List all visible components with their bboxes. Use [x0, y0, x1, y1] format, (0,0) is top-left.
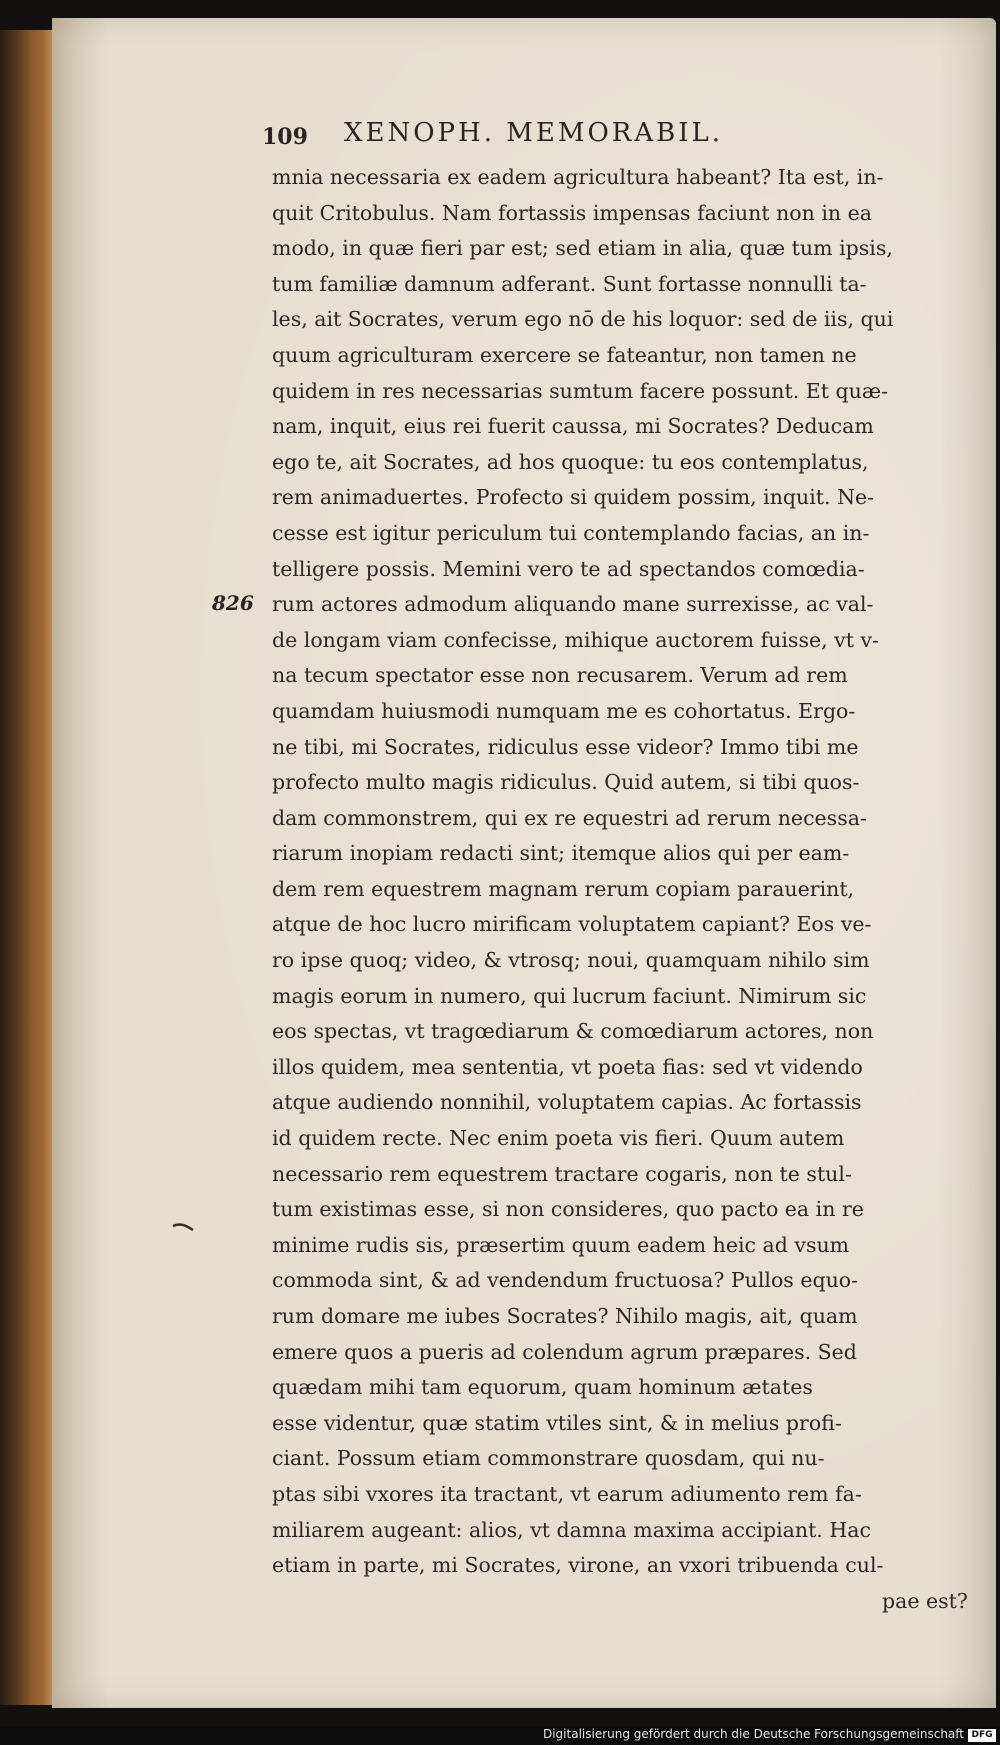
text-line: riarum inopiam redacti sint; itemque alios qui per eam- [272, 841, 850, 866]
text-line: na tecum spectator esse non recusarem. Verum ad rem [272, 663, 848, 688]
text-line: telligere possis. Memini vero te ad spectandos comœdia- [272, 556, 865, 581]
ink-blot-mark [172, 1222, 194, 1232]
page-number: 109 [262, 124, 308, 150]
text-line: rum actores admodum aliquando mane surrexisse, ac val- [272, 592, 874, 617]
text-line: nam, inquit, eius rei fuerit caussa, mi Socrates? Deducam [272, 414, 874, 439]
text-line: dem rem equestrem magnam rerum copiam parauerint, [272, 876, 855, 901]
footer-bar [0, 1726, 1000, 1745]
margin-note: 826 [212, 591, 254, 615]
text-line: eos spectas, vt tragœdiarum & comœdiarum actores, non [272, 1019, 874, 1044]
running-head [262, 118, 862, 154]
text-line: minime rudis sis, præsertim quum eadem heic ad vsum [272, 1232, 850, 1257]
text-line: etiam in parte, mi Socrates, virone, an vxori tribuenda cul- [272, 1553, 884, 1578]
text-line: quædam mihi tam equorum, quam hominum ætates [272, 1375, 813, 1400]
text-line: dam commonstrem, qui ex re equestri ad rerum necessa- [272, 805, 867, 830]
running-title: XENOPH. MEMORABIL. [344, 118, 724, 148]
text-line: rum domare me iubes Socrates? Nihilo magis, ait, quam [272, 1304, 858, 1328]
book-spine [0, 30, 58, 1705]
text-line: magis eorum in numero, qui lucrum faciunt. Nimirum sic [272, 983, 867, 1008]
text-line: tum existimas esse, si non consideres, quo pacto ea in re [272, 1197, 864, 1222]
text-line: ne tibi, mi Socrates, ridiculus esse videor? Immo tibi me [272, 734, 859, 759]
text-line: illos quidem, mea sententia, vt poeta fias: sed vt videndo [272, 1054, 863, 1079]
text-line: profecto multo magis ridiculus. Quid autem, si tibi quos- [272, 770, 860, 795]
text-line: atque audiendo nonnihil, voluptatem capias. Ac fortassis [272, 1090, 862, 1115]
text-line: mnia necessaria ex eadem agricultura habeant? Ita est, in- [272, 165, 884, 189]
text-line: id quidem recte. Nec enim poeta vis fieri. Quum autem [272, 1126, 845, 1151]
text-line: atque de hoc lucro mirificam voluptatem capiant? Eos ve- [272, 912, 872, 937]
text-line: miliarem augeant: alios, vt damna maxima accipiant. Hac [272, 1517, 871, 1542]
text-line: quidem in res necessarias sumtum facere possunt. Et quæ- [272, 378, 889, 403]
text-line: cesse est igitur periculum tui contemplando facias, an in- [272, 520, 870, 545]
catchword: pae est? [882, 1588, 968, 1613]
text-line: esse videntur, quæ statim vtiles sint, & in melius profi- [272, 1410, 842, 1435]
text-line: de longam viam confecisse, mihique auctorem fuisse, vt v- [272, 627, 879, 652]
text-line: tum familiæ damnum adferant. Sunt fortasse nonnulli ta- [272, 271, 867, 296]
text-line: ro ipse quoq; video, & vtrosq; noui, quamquam nihilo sim [272, 948, 870, 973]
dfg-logo: DFG [968, 1729, 996, 1742]
footer-credit: Digitalisierung gefördert durch die Deutsche Forschungsgemeinschaft [542, 1727, 964, 1741]
text-line: quum agriculturam exercere se fateantur, non tamen ne [272, 342, 857, 367]
body-text [272, 160, 968, 1619]
text-line: commoda sint, & ad vendendum fructuosa? Pullos equo- [272, 1268, 859, 1293]
text-line: modo, in quæ fieri par est; sed etiam in alia, quæ tum ipsis, [272, 236, 893, 261]
text-line: quamdam huiusmodi numquam me es cohortatus. Ergo- [272, 698, 856, 723]
text-line: les, ait Socrates, verum ego nō de his loquor: sed de iis, qui [272, 307, 894, 332]
text-line: ciant. Possum etiam commonstrare quosdam, qui nu- [272, 1446, 825, 1471]
text-line: quit Critobulus. Nam fortassis impensas faciunt non in ea [272, 200, 872, 225]
text-line: necessario rem equestrem tractare cogaris, non te stul- [272, 1161, 852, 1186]
text-line: ptas sibi vxores ita tractant, vt earum adiumento rem fa- [272, 1481, 862, 1506]
text-line: emere quos a pueris ad colendum agrum præpares. Sed [272, 1339, 857, 1364]
text-line: rem animaduertes. Profecto si quidem possim, inquit. Ne- [272, 485, 875, 510]
text-line: ego te, ait Socrates, ad hos quoque: tu eos contemplatus, [272, 449, 869, 474]
